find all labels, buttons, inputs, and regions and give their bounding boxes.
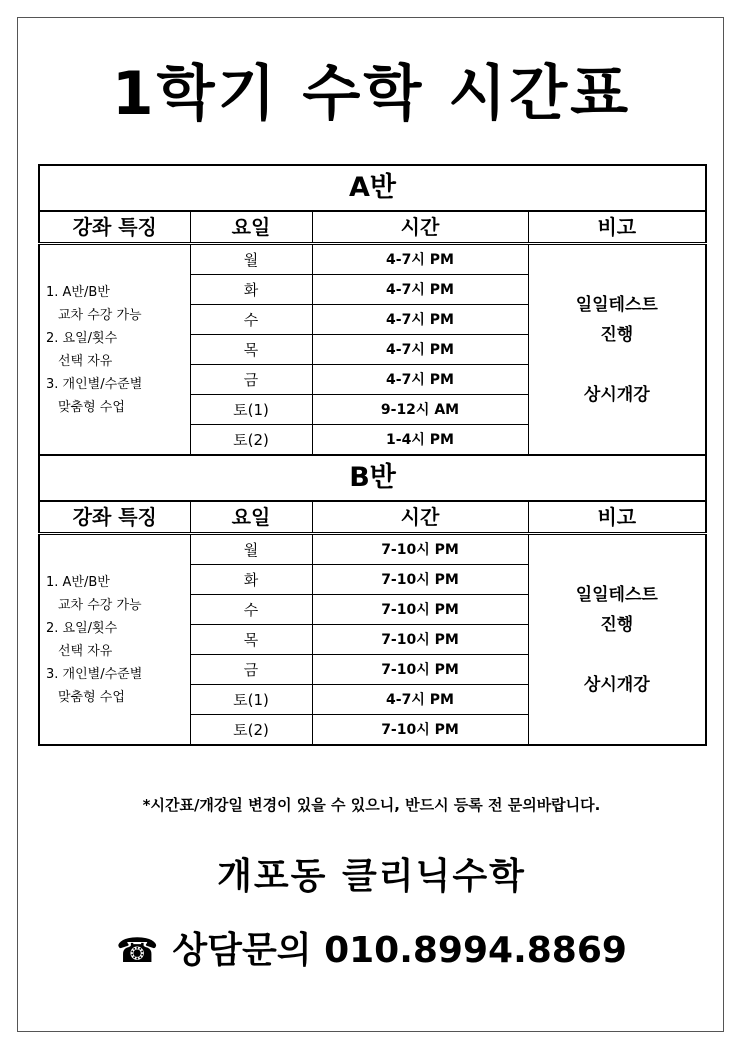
contact-line <box>0 922 743 973</box>
feature-line: 맞춤형 수업 <box>58 399 125 415</box>
remarks-cell-b <box>528 534 706 746</box>
page-title: 1학기 수학 시간표 <box>111 59 632 129</box>
day-cell: 토(1) <box>190 685 312 715</box>
time-cell: 4-7시 PM <box>312 685 528 715</box>
time-cell: 7-10시 PM <box>312 595 528 625</box>
day-cell: 금 <box>190 365 312 395</box>
day-cell: 토(2) <box>190 715 312 746</box>
schedule-table <box>38 164 707 746</box>
feature-line: 2. 요일/횟수 <box>46 330 118 346</box>
header-time: 시간 <box>312 211 528 244</box>
feature-line: 맞춤형 수업 <box>58 689 125 705</box>
day-cell: 월 <box>190 244 312 275</box>
time-cell: 7-10시 PM <box>312 534 528 565</box>
features-cell-b <box>39 534 190 746</box>
schedule-notice: *시간표/개강일 변경이 있을 수 있으니, 반드시 등록 전 문의바랍니다. <box>142 796 601 814</box>
day-cell: 목 <box>190 625 312 655</box>
day-cell: 목 <box>190 335 312 365</box>
time-cell: 7-10시 PM <box>312 655 528 685</box>
header-day: 요일 <box>190 501 312 534</box>
feature-line: 교차 수강 가능 <box>58 597 142 613</box>
header-day: 요일 <box>190 211 312 244</box>
header-features: 강좌 특징 <box>39 211 190 244</box>
time-cell: 1-4시 PM <box>312 425 528 456</box>
feature-line: 2. 요일/횟수 <box>46 620 118 636</box>
remark-line: 진행 <box>600 324 634 345</box>
day-cell: 토(2) <box>190 425 312 456</box>
feature-line: 교차 수강 가능 <box>58 307 142 323</box>
remarks-cell-a <box>528 244 706 456</box>
day-cell: 월 <box>190 534 312 565</box>
time-cell: 9-12시 AM <box>312 395 528 425</box>
feature-line: 선택 자유 <box>58 353 113 369</box>
remark-line: 일일테스트 <box>575 584 658 605</box>
academy-name: 개포동 클리닉수학 <box>217 856 526 897</box>
time-cell: 7-10시 PM <box>312 625 528 655</box>
time-cell: 4-7시 PM <box>312 365 528 395</box>
remark-line: 상시개강 <box>583 674 650 695</box>
time-cell: 4-7시 PM <box>312 244 528 275</box>
time-cell: 7-10시 PM <box>312 565 528 595</box>
feature-line: 선택 자유 <box>58 643 113 659</box>
feature-line: 1. A반/B반 <box>46 574 110 590</box>
time-cell: 4-7시 PM <box>312 305 528 335</box>
section-title-a: A반 <box>39 165 706 211</box>
header-time: 시간 <box>312 501 528 534</box>
header-features: 강좌 특징 <box>39 501 190 534</box>
day-cell: 수 <box>190 305 312 335</box>
features-cell-a <box>39 244 190 456</box>
telephone-icon: ☎ <box>116 931 159 971</box>
time-cell: 7-10시 PM <box>312 715 528 746</box>
remark-line: 상시개강 <box>583 384 650 405</box>
feature-line: 3. 개인별/수준별 <box>46 376 143 392</box>
header-remarks: 비고 <box>528 211 706 244</box>
contact-label: 상담문의 <box>172 930 312 971</box>
day-cell: 토(1) <box>190 395 312 425</box>
day-cell: 금 <box>190 655 312 685</box>
phone-number: 010.8994.8869 <box>324 930 627 971</box>
remark-line: 일일테스트 <box>575 294 658 315</box>
time-cell: 4-7시 PM <box>312 275 528 305</box>
day-cell: 수 <box>190 595 312 625</box>
remark-line: 진행 <box>600 614 634 635</box>
day-cell: 화 <box>190 275 312 305</box>
feature-line: 3. 개인별/수준별 <box>46 666 143 682</box>
section-title-b: B반 <box>39 455 706 501</box>
header-remarks: 비고 <box>528 501 706 534</box>
feature-line: 1. A반/B반 <box>46 284 110 300</box>
day-cell: 화 <box>190 565 312 595</box>
time-cell: 4-7시 PM <box>312 335 528 365</box>
